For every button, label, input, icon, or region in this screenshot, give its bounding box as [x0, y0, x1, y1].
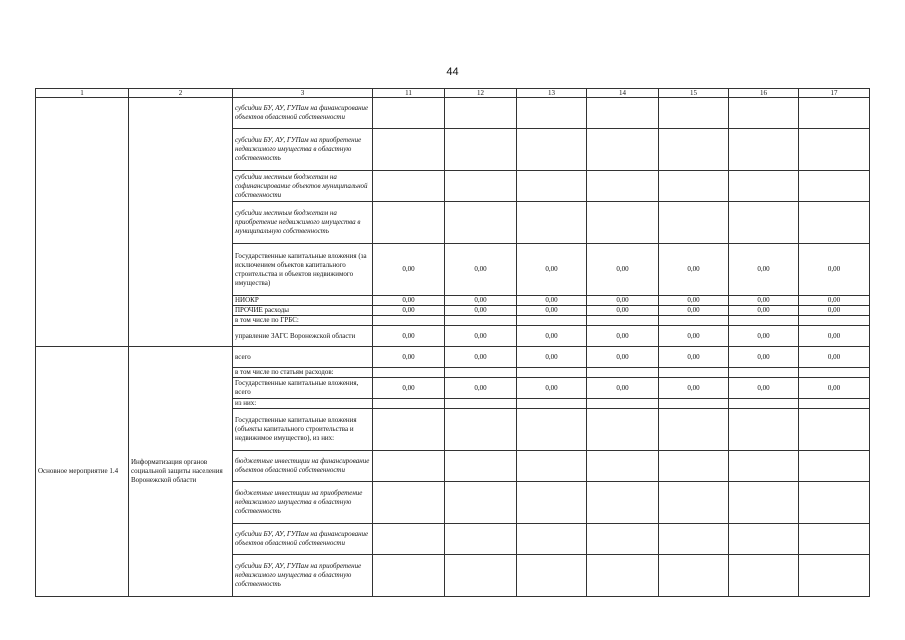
row-label: ПРОЧИЕ расходы	[233, 306, 373, 316]
value-cell: 0,00	[587, 306, 659, 316]
value-cell: 0,00	[587, 326, 659, 347]
value-cell: 0,00	[659, 244, 729, 296]
page-number: 44	[446, 66, 459, 78]
value-cell: 0,00	[587, 244, 659, 296]
value-cell: 0,00	[659, 347, 729, 368]
row-label: субсидии БУ, АУ, ГУПам на финансирование объектов областной собственности	[233, 98, 373, 129]
value-cell: 0,00	[729, 347, 799, 368]
value-cell: 0,00	[729, 378, 799, 399]
value-cell: 0,00	[373, 244, 445, 296]
value-cell: 0,00	[799, 244, 870, 296]
value-cell: 0,00	[517, 244, 587, 296]
value-cell: 0,00	[587, 347, 659, 368]
value-cell: 0,00	[659, 296, 729, 306]
row-label: Государственные капитальные вложения, всего	[233, 378, 373, 399]
row-label: бюджетные инвестиции на приобретение недвижимого имущества в областную собственность	[233, 482, 373, 524]
value-cell: 0,00	[517, 347, 587, 368]
row-label: Государственные капитальные вложения (объекты капитального строительства и недвижимое имущество), из них:	[233, 409, 373, 451]
row-label: из них:	[233, 399, 373, 409]
value-cell: 0,00	[799, 378, 870, 399]
header-cell: 12	[445, 89, 517, 98]
value-cell: 0,00	[517, 326, 587, 347]
value-cell: 0,00	[799, 296, 870, 306]
value-cell: 0,00	[445, 378, 517, 399]
value-cell: 0,00	[445, 296, 517, 306]
value-cell: 0,00	[587, 296, 659, 306]
value-cell: 0,00	[373, 326, 445, 347]
header-cell: 11	[373, 89, 445, 98]
value-cell: 0,00	[517, 306, 587, 316]
value-cell: 0,00	[729, 244, 799, 296]
value-cell: 0,00	[659, 326, 729, 347]
row-label: субсидии местным бюджетам на софинансирование объектов муниципальной собственности	[233, 171, 373, 202]
row-label: всего	[233, 347, 373, 368]
value-cell: 0,00	[729, 326, 799, 347]
activity-cell: Основное мероприятие 1.4	[36, 347, 129, 597]
value-cell: 0,00	[517, 378, 587, 399]
row-label: субсидии БУ, АУ, ГУПам на финансирование объектов областной собственности	[233, 524, 373, 555]
header-cell: 17	[799, 89, 870, 98]
value-cell: 0,00	[729, 306, 799, 316]
header-cell: 1	[36, 89, 129, 98]
value-cell: 0,00	[659, 306, 729, 316]
value-cell: 0,00	[587, 378, 659, 399]
row-label: НИОКР	[233, 296, 373, 306]
row-label: субсидии местным бюджетам на приобретение недвижимого имущества в муниципальную собственность	[233, 202, 373, 244]
value-cell: 0,00	[445, 306, 517, 316]
value-cell: 0,00	[517, 296, 587, 306]
row-label: Государственные капитальные вложения (за исключением объектов капитального строительства и объектов недвижимого имущества)	[233, 244, 373, 296]
header-cell: 3	[233, 89, 373, 98]
activity-name-cell	[129, 98, 233, 347]
header-cell: 16	[729, 89, 799, 98]
header-cell: 15	[659, 89, 729, 98]
value-cell: 0,00	[799, 306, 870, 316]
row-label: управление ЗАГС Воронежской области	[233, 326, 373, 347]
value-cell: 0,00	[445, 244, 517, 296]
row-label: бюджетные инвестиции на финансирование объектов областной собственности	[233, 451, 373, 482]
value-cell: 0,00	[799, 347, 870, 368]
header-cell: 2	[129, 89, 233, 98]
header-cell: 14	[587, 89, 659, 98]
row-label: в том числе по ГРБС:	[233, 316, 373, 326]
header-cell: 13	[517, 89, 587, 98]
value-cell: 0,00	[799, 326, 870, 347]
value-cell: 0,00	[445, 347, 517, 368]
row-label: субсидии БУ, АУ, ГУПам на приобретение недвижимого имущества в областную собственность	[233, 555, 373, 597]
header-row	[36, 89, 870, 98]
value-cell: 0,00	[659, 378, 729, 399]
value-cell: 0,00	[445, 326, 517, 347]
budget-table	[35, 88, 870, 597]
activity-cell	[36, 98, 129, 347]
value-cell: 0,00	[373, 378, 445, 399]
table-row	[36, 347, 870, 368]
row-label: субсидии БУ, АУ, ГУПам на приобретение недвижимого имущества в областную собственность	[233, 129, 373, 171]
value-cell: 0,00	[373, 306, 445, 316]
activity-name-cell: Информатизация органов социальной защиты населения Воронежской области	[129, 347, 233, 597]
value-cell: 0,00	[373, 347, 445, 368]
row-label: в том числе по статьям расходов:	[233, 368, 373, 378]
value-cell: 0,00	[729, 296, 799, 306]
value-cell: 0,00	[373, 296, 445, 306]
table-row	[36, 98, 870, 129]
